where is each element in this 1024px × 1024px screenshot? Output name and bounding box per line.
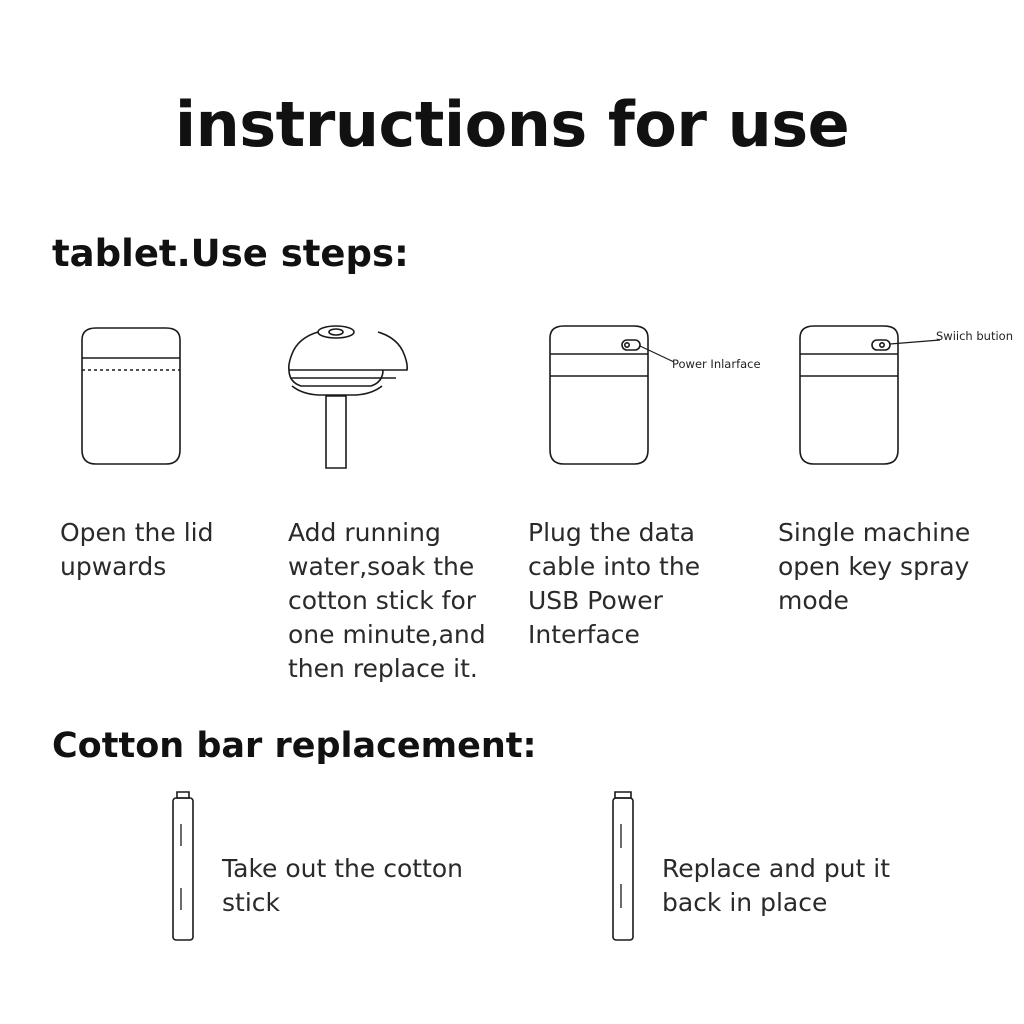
step-1-caption: Open the lid upwards — [60, 518, 214, 581]
cotton-stick-icon — [594, 784, 654, 954]
cotton-step-1-caption: Take out the cotton stick — [222, 854, 464, 917]
step-2 — [274, 310, 494, 690]
cotton-replacement-row — [46, 780, 1006, 980]
humidifier-switch-button-icon — [764, 310, 1013, 490]
humidifier-lid-with-cotton-stick-icon — [274, 310, 494, 490]
cotton-step-2-caption: Replace and put it back in place — [662, 854, 891, 917]
section-heading-cotton-bar-replacement: Cotton bar replacement: — [52, 726, 537, 766]
section-heading-use-steps: tablet.Use steps: — [52, 232, 409, 275]
humidifier-body-icon — [46, 310, 266, 490]
step-2-caption: Add running water,soak the cotton stick for one minute,and then replace it. — [288, 518, 486, 683]
step-4 — [764, 310, 1013, 690]
humidifier-usb-port-icon — [514, 310, 761, 490]
callout-power-interface: Power Inlarface — [672, 357, 761, 371]
step-1 — [46, 310, 266, 690]
use-steps-row — [46, 310, 1013, 690]
cotton-stick-icon — [154, 784, 214, 954]
page-title: instructions for use — [174, 88, 850, 161]
step-3 — [514, 310, 761, 690]
cotton-step-1 — [46, 780, 506, 980]
step-3-caption: Plug the data cable into the USB Power Interface — [528, 518, 701, 649]
step-4-caption: Single machine open key spray mode — [778, 518, 971, 615]
cotton-step-2 — [486, 780, 946, 980]
callout-switch-button: Swiich bution — [936, 329, 1013, 343]
